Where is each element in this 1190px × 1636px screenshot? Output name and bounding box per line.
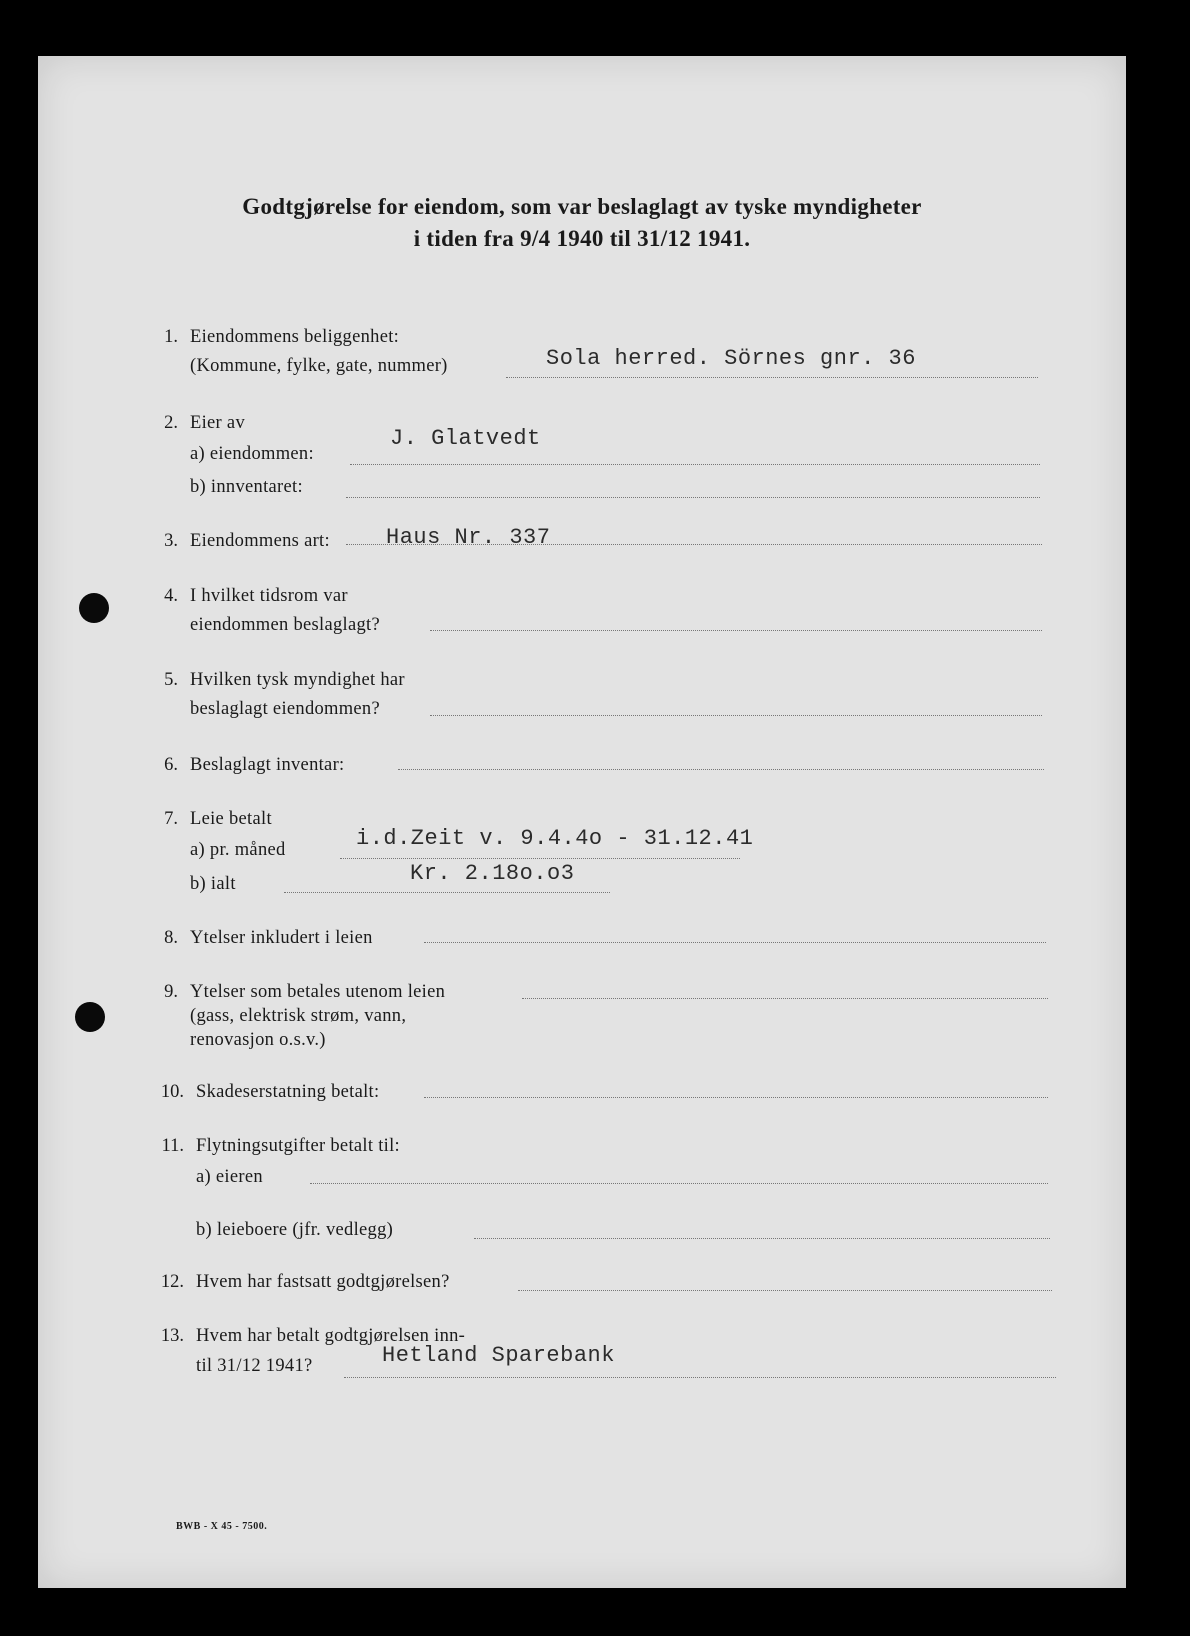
form-title-line1: Godtgjørelse for eiendom, som var beslaglagt av tyske myndigheter bbox=[242, 194, 922, 219]
item-6-number: 6. bbox=[164, 755, 178, 775]
item-6-line bbox=[398, 769, 1044, 770]
item-9-line bbox=[522, 998, 1048, 999]
item-11b-label: b) leieboere (jfr. vedlegg) bbox=[196, 1220, 394, 1240]
item-9-number: 9. bbox=[164, 982, 178, 1002]
item-9-label-cont1: (gass, elektrisk strøm, vann, bbox=[190, 1006, 407, 1026]
item-7a-label: a) pr. måned bbox=[190, 840, 286, 860]
item-11-number: 11. bbox=[161, 1136, 184, 1156]
item-7b-typed-value: Kr. 2.18o.o3 bbox=[410, 861, 575, 886]
item-13-line bbox=[344, 1377, 1056, 1378]
item-13-number: 13. bbox=[160, 1326, 184, 1346]
item-12-number: 12. bbox=[160, 1272, 184, 1292]
item-2-label: Eier av bbox=[190, 413, 245, 433]
item-3-label: Eiendommens art: bbox=[190, 531, 330, 551]
item-8-number: 8. bbox=[164, 928, 178, 948]
item-9-label: Ytelser som betales utenom leien bbox=[190, 982, 446, 1002]
item-5-number: 5. bbox=[164, 670, 178, 690]
item-5-label-cont: beslaglagt eiendommen? bbox=[190, 699, 380, 719]
item-1-hint: (Kommune, fylke, gate, nummer) bbox=[190, 356, 448, 376]
item-9-label-cont2: renovasjon o.s.v.) bbox=[190, 1030, 326, 1050]
item-5-line bbox=[430, 715, 1042, 716]
item-12-line bbox=[518, 1290, 1052, 1291]
item-2b-line bbox=[346, 497, 1040, 498]
item-5-label: Hvilken tysk myndighet har bbox=[190, 670, 405, 690]
item-1-line bbox=[506, 377, 1038, 378]
item-6-label: Beslaglagt inventar: bbox=[190, 755, 345, 775]
item-7a-line bbox=[340, 858, 740, 859]
item-8-label: Ytelser inkludert i leien bbox=[190, 928, 373, 948]
item-4-line bbox=[430, 630, 1042, 631]
item-3-typed-value: Haus Nr. 337 bbox=[386, 525, 551, 550]
punch-hole-top bbox=[79, 593, 109, 623]
item-11b-line bbox=[474, 1238, 1050, 1239]
item-7b-label: b) ialt bbox=[190, 874, 236, 894]
form-sheet bbox=[38, 56, 1126, 1588]
form-title-line2: i tiden fra 9/4 1940 til 31/12 1941. bbox=[413, 226, 751, 251]
form-footer-code: BWB - X 45 - 7500. bbox=[176, 1521, 268, 1532]
item-2-number: 2. bbox=[164, 413, 178, 433]
item-1-label: Eiendommens beliggenhet: bbox=[190, 327, 400, 347]
item-4-number: 4. bbox=[164, 586, 178, 606]
item-11a-line bbox=[310, 1183, 1048, 1184]
item-8-line bbox=[424, 942, 1046, 943]
item-1-number: 1. bbox=[164, 327, 178, 347]
item-3-number: 3. bbox=[164, 531, 178, 551]
item-13-typed-value: Hetland Sparebank bbox=[382, 1343, 615, 1368]
item-7-label: Leie betalt bbox=[190, 809, 272, 829]
item-10-line bbox=[424, 1097, 1048, 1098]
item-13-label-cont: til 31/12 1941? bbox=[196, 1356, 313, 1376]
item-2a-label: a) eiendommen: bbox=[190, 444, 314, 464]
item-7a-typed-value: i.d.Zeit v. 9.4.4o - 31.12.41 bbox=[356, 826, 754, 851]
item-2a-typed-value: J. Glatvedt bbox=[390, 426, 541, 451]
punch-hole-bottom bbox=[75, 1002, 105, 1032]
item-13-label: Hvem har betalt godtgjørelsen inn- bbox=[196, 1326, 466, 1346]
item-7-number: 7. bbox=[164, 809, 178, 829]
item-11-label: Flytningsutgifter betalt til: bbox=[196, 1136, 400, 1156]
item-12-label: Hvem har fastsatt godtgjørelsen? bbox=[196, 1272, 450, 1292]
item-4-label: I hvilket tidsrom var bbox=[190, 586, 348, 606]
item-10-label: Skadeserstatning betalt: bbox=[196, 1082, 380, 1102]
item-2b-label: b) innventaret: bbox=[190, 477, 303, 497]
item-2a-line bbox=[350, 464, 1040, 465]
item-1-typed-value: Sola herred. Sörnes gnr. 36 bbox=[546, 346, 916, 371]
item-10-number: 10. bbox=[160, 1082, 184, 1102]
item-4-label-cont: eiendommen beslaglagt? bbox=[190, 615, 380, 635]
item-11a-label: a) eieren bbox=[196, 1167, 263, 1187]
item-7b-line bbox=[284, 892, 610, 893]
